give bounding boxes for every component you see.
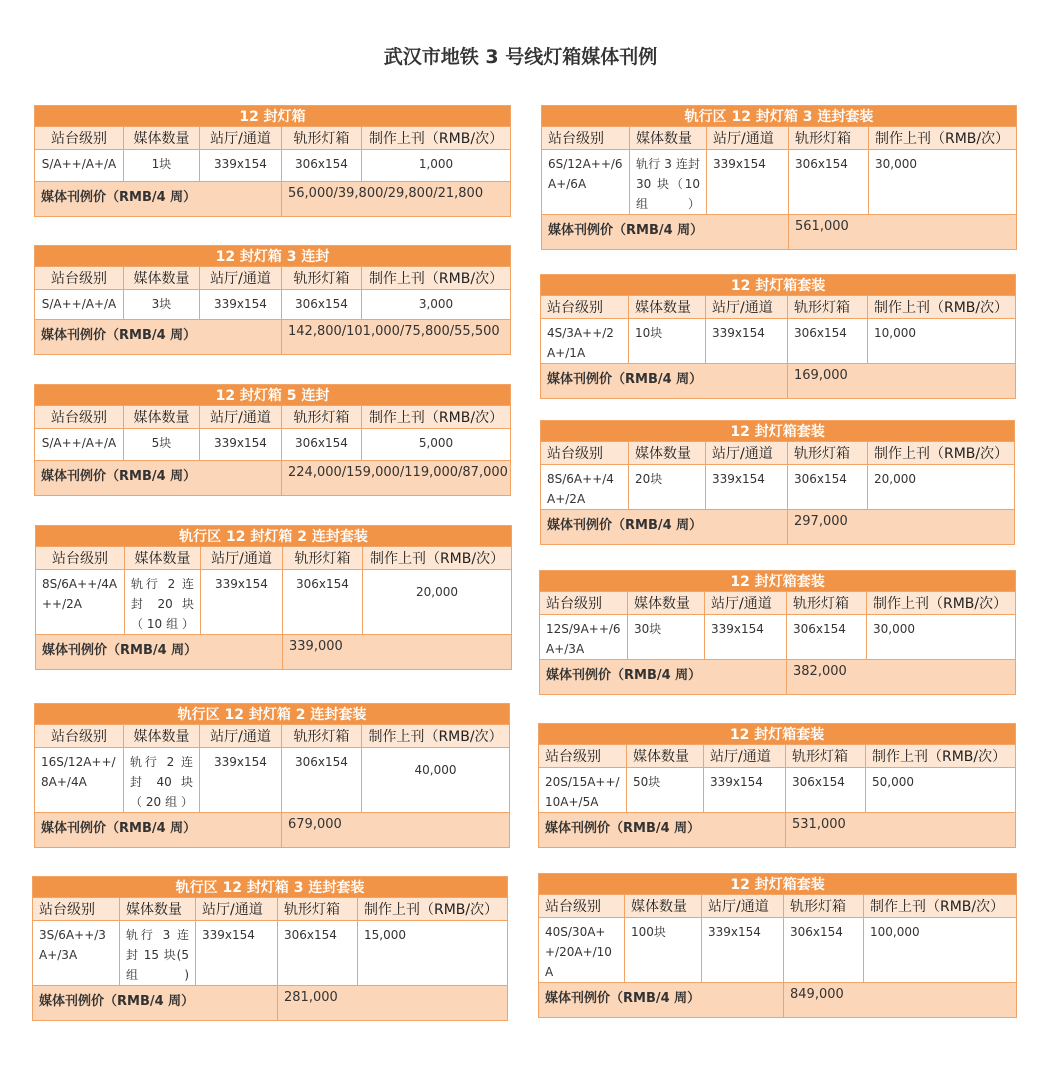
cell-production: 3,000 (362, 290, 511, 320)
header-production: 制作上刊（RMB/次） (362, 725, 510, 748)
cell-level: 6S/12A++/6A+/6A (542, 150, 630, 215)
header-qty: 媒体数量 (125, 547, 201, 570)
header-production: 制作上刊（RMB/次） (362, 127, 511, 150)
price-value: 142,800/101,000/75,800/55,500 (282, 320, 511, 355)
price-table-7 (541, 105, 1017, 250)
table-title: 12 封灯箱 5 连封 (35, 385, 511, 406)
price-label: 媒体刊例价（RMB/4 周） (36, 635, 283, 670)
header-rail: 轨形灯箱 (283, 547, 363, 570)
price-label: 媒体刊例价（RMB/4 周） (35, 182, 282, 217)
cell-production: 20,000 (868, 465, 1015, 510)
price-table-1 (34, 105, 511, 217)
header-hall: 站厅/通道 (200, 267, 282, 290)
header-level: 站台级别 (541, 442, 629, 465)
header-qty: 媒体数量 (124, 406, 200, 429)
price-table-10 (539, 570, 1016, 695)
cell-hall: 339x154 (704, 768, 786, 813)
header-qty: 媒体数量 (629, 296, 706, 319)
cell-rail: 306x154 (787, 615, 867, 660)
table-title: 12 封灯箱套装 (539, 724, 1016, 745)
cell-rail: 306x154 (789, 150, 869, 215)
table-title: 12 封灯箱 (35, 106, 511, 127)
price-value: 56,000/39,800/29,800/21,800 (282, 182, 511, 217)
price-table-4 (35, 525, 512, 670)
header-qty: 媒体数量 (124, 267, 200, 290)
header-production: 制作上刊（RMB/次） (864, 895, 1017, 918)
cell-production: 100,000 (864, 918, 1017, 983)
price-table-8 (540, 274, 1016, 399)
cell-qty: 30块 (628, 615, 705, 660)
header-production: 制作上刊（RMB/次） (363, 547, 512, 570)
header-hall: 站厅/通道 (706, 296, 788, 319)
price-label: 媒体刊例价（RMB/4 周） (541, 510, 788, 545)
header-level: 站台级别 (539, 745, 627, 768)
cell-level: 16S/12A++/8A+/4A (35, 748, 124, 813)
header-production: 制作上刊（RMB/次） (358, 898, 508, 921)
cell-qty: 1块 (124, 150, 200, 182)
header-hall: 站厅/通道 (705, 592, 787, 615)
price-value: 224,000/159,000/119,000/87,000 (282, 461, 511, 496)
header-qty: 媒体数量 (124, 725, 200, 748)
header-qty: 媒体数量 (124, 127, 200, 150)
header-hall: 站厅/通道 (706, 442, 788, 465)
cell-hall: 339x154 (706, 465, 788, 510)
header-level: 站台级别 (35, 267, 124, 290)
price-value: 679,000 (282, 813, 510, 848)
cell-production: 10,000 (868, 319, 1016, 364)
cell-hall: 339x154 (200, 150, 282, 182)
header-production: 制作上刊（RMB/次） (868, 442, 1015, 465)
cell-level: 3S/6A++/3A+/3A (33, 921, 120, 986)
table-title: 轨行区 12 封灯箱 3 连封套装 (542, 106, 1017, 127)
cell-qty: 10块 (629, 319, 706, 364)
price-table-11 (538, 723, 1016, 848)
price-label: 媒体刊例价（RMB/4 周） (539, 813, 786, 848)
header-production: 制作上刊（RMB/次） (866, 745, 1016, 768)
price-value: 849,000 (784, 983, 1017, 1018)
header-production: 制作上刊（RMB/次） (869, 127, 1017, 150)
header-level: 站台级别 (35, 725, 124, 748)
price-table-12 (538, 873, 1017, 1018)
header-qty: 媒体数量 (629, 442, 706, 465)
price-table-9 (540, 420, 1015, 545)
table-title: 12 封灯箱套装 (540, 571, 1016, 592)
header-qty: 媒体数量 (628, 592, 705, 615)
header-level: 站台级别 (540, 592, 628, 615)
price-table-5 (34, 703, 510, 848)
cell-production: 5,000 (362, 429, 511, 461)
cell-production: 50,000 (866, 768, 1016, 813)
price-value: 281,000 (278, 986, 508, 1021)
header-rail: 轨形灯箱 (787, 592, 867, 615)
cell-hall: 339x154 (200, 748, 282, 813)
price-label: 媒体刊例价（RMB/4 周） (33, 986, 278, 1021)
cell-level: 12S/9A++/6A+/3A (540, 615, 628, 660)
price-label: 媒体刊例价（RMB/4 周） (540, 660, 787, 695)
cell-hall: 339x154 (706, 319, 788, 364)
cell-qty: 50块 (627, 768, 704, 813)
header-rail: 轨形灯箱 (282, 406, 362, 429)
header-level: 站台级别 (35, 406, 124, 429)
header-level: 站台级别 (36, 547, 125, 570)
cell-level: S/A++/A+/A (35, 290, 124, 320)
price-label: 媒体刊例价（RMB/4 周） (35, 461, 282, 496)
header-hall: 站厅/通道 (200, 406, 282, 429)
table-title: 轨行区 12 封灯箱 2 连封套装 (36, 526, 512, 547)
cell-hall: 339x154 (201, 570, 283, 635)
price-table-2 (34, 245, 511, 355)
price-label: 媒体刊例价（RMB/4 周） (542, 215, 789, 250)
table-title: 12 封灯箱套装 (539, 874, 1017, 895)
cell-qty: 轨行 2 连封 20 块（10组） (125, 570, 201, 635)
header-level: 站台级别 (33, 898, 120, 921)
cell-rail: 306x154 (282, 748, 362, 813)
cell-qty: 轨行 3 连封 30 块（10组） (630, 150, 707, 215)
header-rail: 轨形灯箱 (282, 725, 362, 748)
table-title: 12 封灯箱 3 连封 (35, 246, 511, 267)
header-level: 站台级别 (35, 127, 124, 150)
header-rail: 轨形灯箱 (786, 745, 866, 768)
header-level: 站台级别 (541, 296, 629, 319)
price-value: 339,000 (283, 635, 512, 670)
cell-qty: 3块 (124, 290, 200, 320)
header-level: 站台级别 (542, 127, 630, 150)
header-production: 制作上刊（RMB/次） (362, 406, 511, 429)
header-hall: 站厅/通道 (200, 725, 282, 748)
header-rail: 轨形灯箱 (788, 442, 868, 465)
price-table-6 (32, 876, 508, 1021)
header-qty: 媒体数量 (630, 127, 707, 150)
header-qty: 媒体数量 (625, 895, 702, 918)
cell-qty: 轨行 3 连封 15 块(5组) (120, 921, 196, 986)
price-value: 531,000 (786, 813, 1016, 848)
cell-production: 1,000 (362, 150, 511, 182)
cell-rail: 306x154 (282, 429, 362, 461)
price-label: 媒体刊例价（RMB/4 周） (541, 364, 788, 399)
cell-rail: 306x154 (282, 150, 362, 182)
header-production: 制作上刊（RMB/次） (867, 592, 1016, 615)
cell-qty: 100块 (625, 918, 702, 983)
header-hall: 站厅/通道 (201, 547, 283, 570)
cell-hall: 339x154 (200, 290, 282, 320)
price-value: 382,000 (787, 660, 1016, 695)
header-rail: 轨形灯箱 (789, 127, 869, 150)
cell-rail: 306x154 (784, 918, 864, 983)
header-hall: 站厅/通道 (702, 895, 784, 918)
price-label: 媒体刊例价（RMB/4 周） (35, 813, 282, 848)
cell-rail: 306x154 (283, 570, 363, 635)
header-rail: 轨形灯箱 (788, 296, 868, 319)
cell-hall: 339x154 (200, 429, 282, 461)
cell-hall: 339x154 (707, 150, 789, 215)
cell-level: 40S/30A++/20A+/10A (539, 918, 625, 983)
cell-qty: 轨行 2 连封 40 块（20组） (124, 748, 200, 813)
header-level: 站台级别 (539, 895, 625, 918)
cell-rail: 306x154 (278, 921, 358, 986)
cell-hall: 339x154 (196, 921, 278, 986)
cell-level: S/A++/A+/A (35, 429, 124, 461)
cell-hall: 339x154 (702, 918, 784, 983)
cell-production: 15,000 (358, 921, 508, 986)
header-rail: 轨形灯箱 (282, 267, 362, 290)
header-qty: 媒体数量 (627, 745, 704, 768)
header-production: 制作上刊（RMB/次） (362, 267, 511, 290)
header-rail: 轨形灯箱 (784, 895, 864, 918)
price-label: 媒体刊例价（RMB/4 周） (539, 983, 784, 1018)
header-qty: 媒体数量 (120, 898, 196, 921)
header-rail: 轨形灯箱 (282, 127, 362, 150)
price-label: 媒体刊例价（RMB/4 周） (35, 320, 282, 355)
header-production: 制作上刊（RMB/次） (868, 296, 1016, 319)
cell-level: 4S/3A++/2A+/1A (541, 319, 629, 364)
table-title: 轨行区 12 封灯箱 2 连封套装 (35, 704, 510, 725)
cell-rail: 306x154 (786, 768, 866, 813)
cell-rail: 306x154 (788, 319, 868, 364)
price-value: 297,000 (788, 510, 1015, 545)
cell-qty: 20块 (629, 465, 706, 510)
cell-production: 30,000 (867, 615, 1016, 660)
price-value: 169,000 (788, 364, 1016, 399)
cell-level: 8S/6A++/4A++/2A (36, 570, 125, 635)
cell-level: S/A++/A+/A (35, 150, 124, 182)
cell-rail: 306x154 (788, 465, 868, 510)
cell-production: 20,000 (363, 570, 512, 635)
cell-level: 8S/6A++/4A+/2A (541, 465, 629, 510)
table-title: 12 封灯箱套装 (541, 275, 1016, 296)
header-hall: 站厅/通道 (704, 745, 786, 768)
table-title: 12 封灯箱套装 (541, 421, 1015, 442)
cell-hall: 339x154 (705, 615, 787, 660)
cell-level: 20S/15A++/10A+/5A (539, 768, 627, 813)
price-value: 561,000 (789, 215, 1017, 250)
header-hall: 站厅/通道 (196, 898, 278, 921)
header-hall: 站厅/通道 (200, 127, 282, 150)
cell-production: 30,000 (869, 150, 1017, 215)
table-title: 轨行区 12 封灯箱 3 连封套装 (33, 877, 508, 898)
header-hall: 站厅/通道 (707, 127, 789, 150)
cell-qty: 5块 (124, 429, 200, 461)
header-rail: 轨形灯箱 (278, 898, 358, 921)
cell-production: 40,000 (362, 748, 510, 813)
page-title: 武汉市地铁 3 号线灯箱媒体刊例 (383, 46, 658, 68)
price-table-3 (34, 384, 511, 496)
cell-rail: 306x154 (282, 290, 362, 320)
